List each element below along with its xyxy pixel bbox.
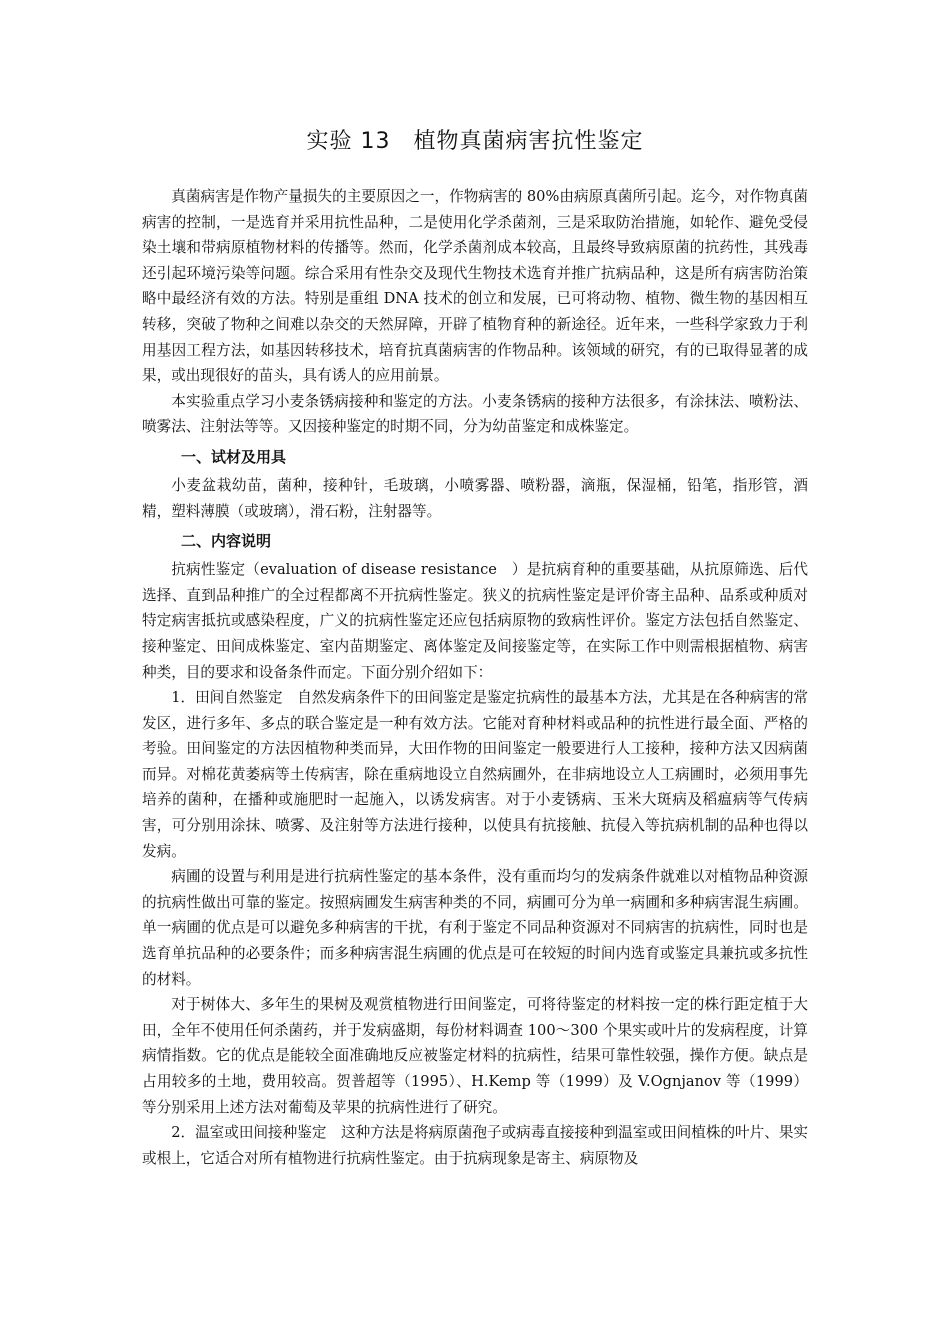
paragraph-fruit-tree-evaluation: 对于树体大、多年生的果树及观赏植物进行田间鉴定，可将待鉴定的材料按一定的株行距定植于大田，全年不使用任何杀菌药，并于发病盛期，每份材料调查 100～300 个果实或叶片的发病程度，计算病情指数。它的优点是能较全面准确地反应被鉴定材料的抗病性，结果可靠性较强，操作方便。缺点是占用较多的土地，费用较高。贺普超等（1995）、H.Kemp 等（1999）及 V.Ognjanov 等（1999）等分别采用上述方法对葡萄及苹果的抗病性进行了研究。 [142, 996, 808, 1116]
paragraph-greenhouse-inoculation: 2．温室或田间接种鉴定 这种方法是将病原菌孢子或病毒直接接种到温室或田间植株的叶片、果实或根上，它适合对所有植物进行抗病性鉴定。由于抗病现象是寄主、病原物及 [142, 1124, 809, 1167]
paragraph-introduction: 真菌病害是作物产量损失的主要原因之一，作物病害的 80%由病原真菌所引起。迄今，对作物真菌病害的控制，一是选育并采用抗性品种，二是使用化学杀菌剂，三是采取防治措施，如轮作、避免受侵染土壤和带病原植物材料的传播等。然而，化学杀菌剂成本较高，且最终导致病原菌的抗药性，其残毒还引起环境污染等问题。综合采用有性杂交及现代生物技术选育并推广抗病品种，这是所有病害防治策略中最经济有效的方法。特别是重组 DNA 技术的创立和发展，已可将动物、植物、微生物的基因相互转移，突破了物种之间难以杂交的天然屏障，开辟了植物育种的新途径。近年来，一些科学家致力于利用基因工程方法，如基因转移技术，培育抗真菌病害的作物品种。该领域的研究，有的已取得显著的成果，或出现很好的苗头，具有诱人的应用前景。 [142, 188, 808, 385]
paragraph-resistance-evaluation: 抗病性鉴定（evaluation of disease resistance ）是抗病育种的重要基础，从抗原筛选、后代选择、直到品种推广的全过程都离不开抗病性鉴定。狭义的抗病性鉴定是评价寄主品种、品系或种质对特定病害抵抗或感染程度，广义的抗病性鉴定还应包括病原物的致病性评价。鉴定方法包括自然鉴定、接种鉴定、田间成株鉴定、室内苗期鉴定、离体鉴定及间接鉴定等，在实际工作中则需根据植物、病害种类，目的要求和设备条件而定。下面分别介绍如下： [142, 561, 808, 681]
paragraph-experiment-focus: 本实验重点学习小麦条锈病接种和鉴定的方法。小麦条锈病的接种方法很多，有涂抹法、喷粉法、喷雾法、注射法等等。又因接种鉴定的时期不同，分为幼苗鉴定和成株鉴定。 [142, 392, 808, 436]
paragraph-field-natural-evaluation: 1．田间自然鉴定 自然发病条件下的田间鉴定是鉴定抗病性的最基本方法，尤其是在各种病害的常发区，进行多年、多点的联合鉴定是一种有效方法。它能对育种材料或品种的抗性进行最全面、严格的考验。田间鉴定的方法因植物种类而异，大田作物的田间鉴定一般要进行人工接种，接种方法又因病菌而异。对棉花黄萎病等土传病害，除在重病地设立自然病圃外，在非病地设立人工病圃时，必须用事先培养的菌种，在播种或施肥时一起施入，以诱发病害。对于小麦锈病、玉米大斑病及稻瘟病等气传病害，可分别用涂抹、喷雾、及注射等方法进行接种，以使具有抗接触、抗侵入等抗病机制的品种也得以发病。 [142, 689, 809, 860]
document-title: 实验 13 植物真菌病害抗性鉴定 [306, 129, 644, 154]
section-heading-materials: 一、试材及用具 [181, 447, 287, 466]
section-heading-content: 二、内容说明 [181, 532, 272, 551]
document-body [142, 184, 808, 1171]
paragraph-disease-nursery: 病圃的设置与利用是进行抗病性鉴定的基本条件，没有重而均匀的发病条件就难以对植物品种资源的抗病性做出可靠的鉴定。按照病圃发生病害种类的不同，病圃可分为单一病圃和多种病害混生病圃。单一病圃的优点是可以避免多种病害的干扰，有利于鉴定不同品种资源对不同病害的抗病性，同时也是选育单抗品种的必要条件；而多种病害混生病圃的优点是可在较短的时间内选育或鉴定具兼抗或多抗性的材料。 [142, 868, 808, 988]
paragraph-materials-list: 小麦盆栽幼苗，菌种，接种针，毛玻璃，小喷雾器、喷粉器，滴瓶，保湿桶，铅笔，指形管，酒精，塑料薄膜（或玻璃），滑石粉，注射器等。 [142, 476, 808, 520]
